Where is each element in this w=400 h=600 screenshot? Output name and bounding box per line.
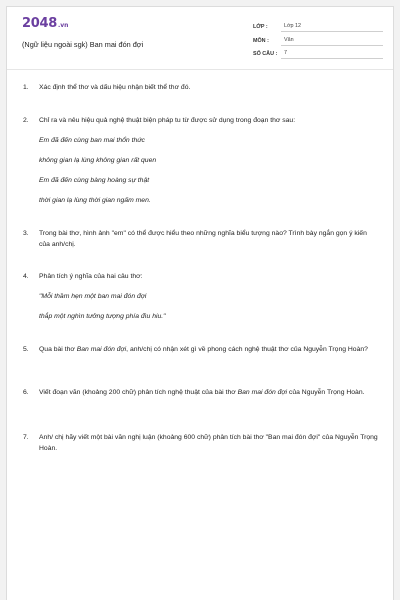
poem-line: thắp một nghìn tưởng tượng phía đìu hiu.": [39, 313, 166, 320]
question-number: 5.: [23, 346, 29, 353]
poem-title: Ban mai đón đợi: [76, 346, 127, 353]
poem-line: "Mỗi thầm hẹn một ban mai đón đợi: [39, 293, 147, 300]
meta-value: 7: [281, 50, 383, 59]
poem-line: Em đã đến cùng bàng hoàng sự thật: [39, 177, 150, 184]
question-item: [23, 432, 379, 454]
meta-row-count: [253, 46, 383, 59]
question-number: 4.: [23, 273, 29, 280]
logo-domain: .vn: [57, 22, 69, 29]
meta-label: MÔN :: [253, 37, 269, 44]
question-text-part: , anh/chị có nhận xét gì về phong cách nghệ thuật thơ của Nguyễn Trọng Hoàn?: [126, 346, 368, 353]
worksheet-page: [6, 6, 394, 600]
meta-value: Lớp 12: [281, 23, 383, 32]
poem-excerpt: [39, 135, 379, 206]
logo-text: 2048: [22, 16, 57, 31]
poem-title: Ban mai đón đợi: [237, 389, 288, 396]
question-item: [23, 344, 379, 355]
question-number: 2.: [23, 117, 29, 124]
question-number: 1.: [23, 84, 29, 91]
question-number: 3.: [23, 230, 29, 237]
meta-row-class: [253, 19, 383, 32]
poem-excerpt: [39, 291, 379, 322]
meta-label: SỐ CÂU :: [253, 51, 278, 57]
poem-line: Em đã đến cùng ban mai thổn thức: [39, 137, 145, 144]
question-text-part: của Nguyễn Trọng Hoàn.: [287, 389, 365, 396]
meta-label: LỚP :: [253, 24, 268, 30]
document-title: (Ngữ liệu ngoài sgk) Ban mai đón đợi: [22, 40, 144, 49]
question-text: [39, 344, 379, 355]
meta-row-subject: [253, 33, 383, 46]
site-logo[interactable]: [22, 16, 68, 31]
header-divider: [7, 69, 393, 70]
meta-info: [253, 19, 383, 60]
question-item: [23, 271, 379, 322]
question-item: [23, 82, 379, 93]
question-text: Xác định thể thơ và dấu hiệu nhận biết thể thơ đó.: [39, 84, 191, 91]
question-text: Anh/ chị hãy viết một bài văn nghị luận (khoảng 600 chữ) phân tích bài thơ "Ban mai đón đợi" của Nguyễn Trọng Hoàn.: [39, 434, 378, 452]
question-text-part: Qua bài thơ: [39, 346, 77, 353]
worksheet-header: [7, 7, 393, 67]
question-item: [23, 115, 379, 206]
question-text: Chỉ ra và nêu hiệu quả nghệ thuật biện pháp tu từ được sử dụng trong đoạn thơ sau:: [39, 117, 296, 124]
meta-value: Văn: [281, 37, 383, 46]
poem-line: không gian lạ lùng không gian rất quen: [39, 157, 157, 164]
question-number: 7.: [23, 434, 29, 441]
question-item: [23, 228, 379, 250]
poem-line: thời gian lạ lùng thời gian ngấm men.: [39, 197, 151, 204]
question-text: [39, 387, 379, 398]
question-text-part: Viết đoạn văn (khoảng 200 chữ) phân tích nghệ thuật của bài thơ: [39, 389, 238, 396]
question-number: 6.: [23, 389, 29, 396]
question-item: [23, 387, 379, 398]
question-text: Phân tích ý nghĩa của hai câu thơ:: [39, 273, 143, 280]
question-text: Trong bài thơ, hình ảnh "em" có thể được hiểu theo những nghĩa biểu tượng nào? Trình bày ngắn gọn ý kiến của anh/chị.: [39, 230, 367, 248]
